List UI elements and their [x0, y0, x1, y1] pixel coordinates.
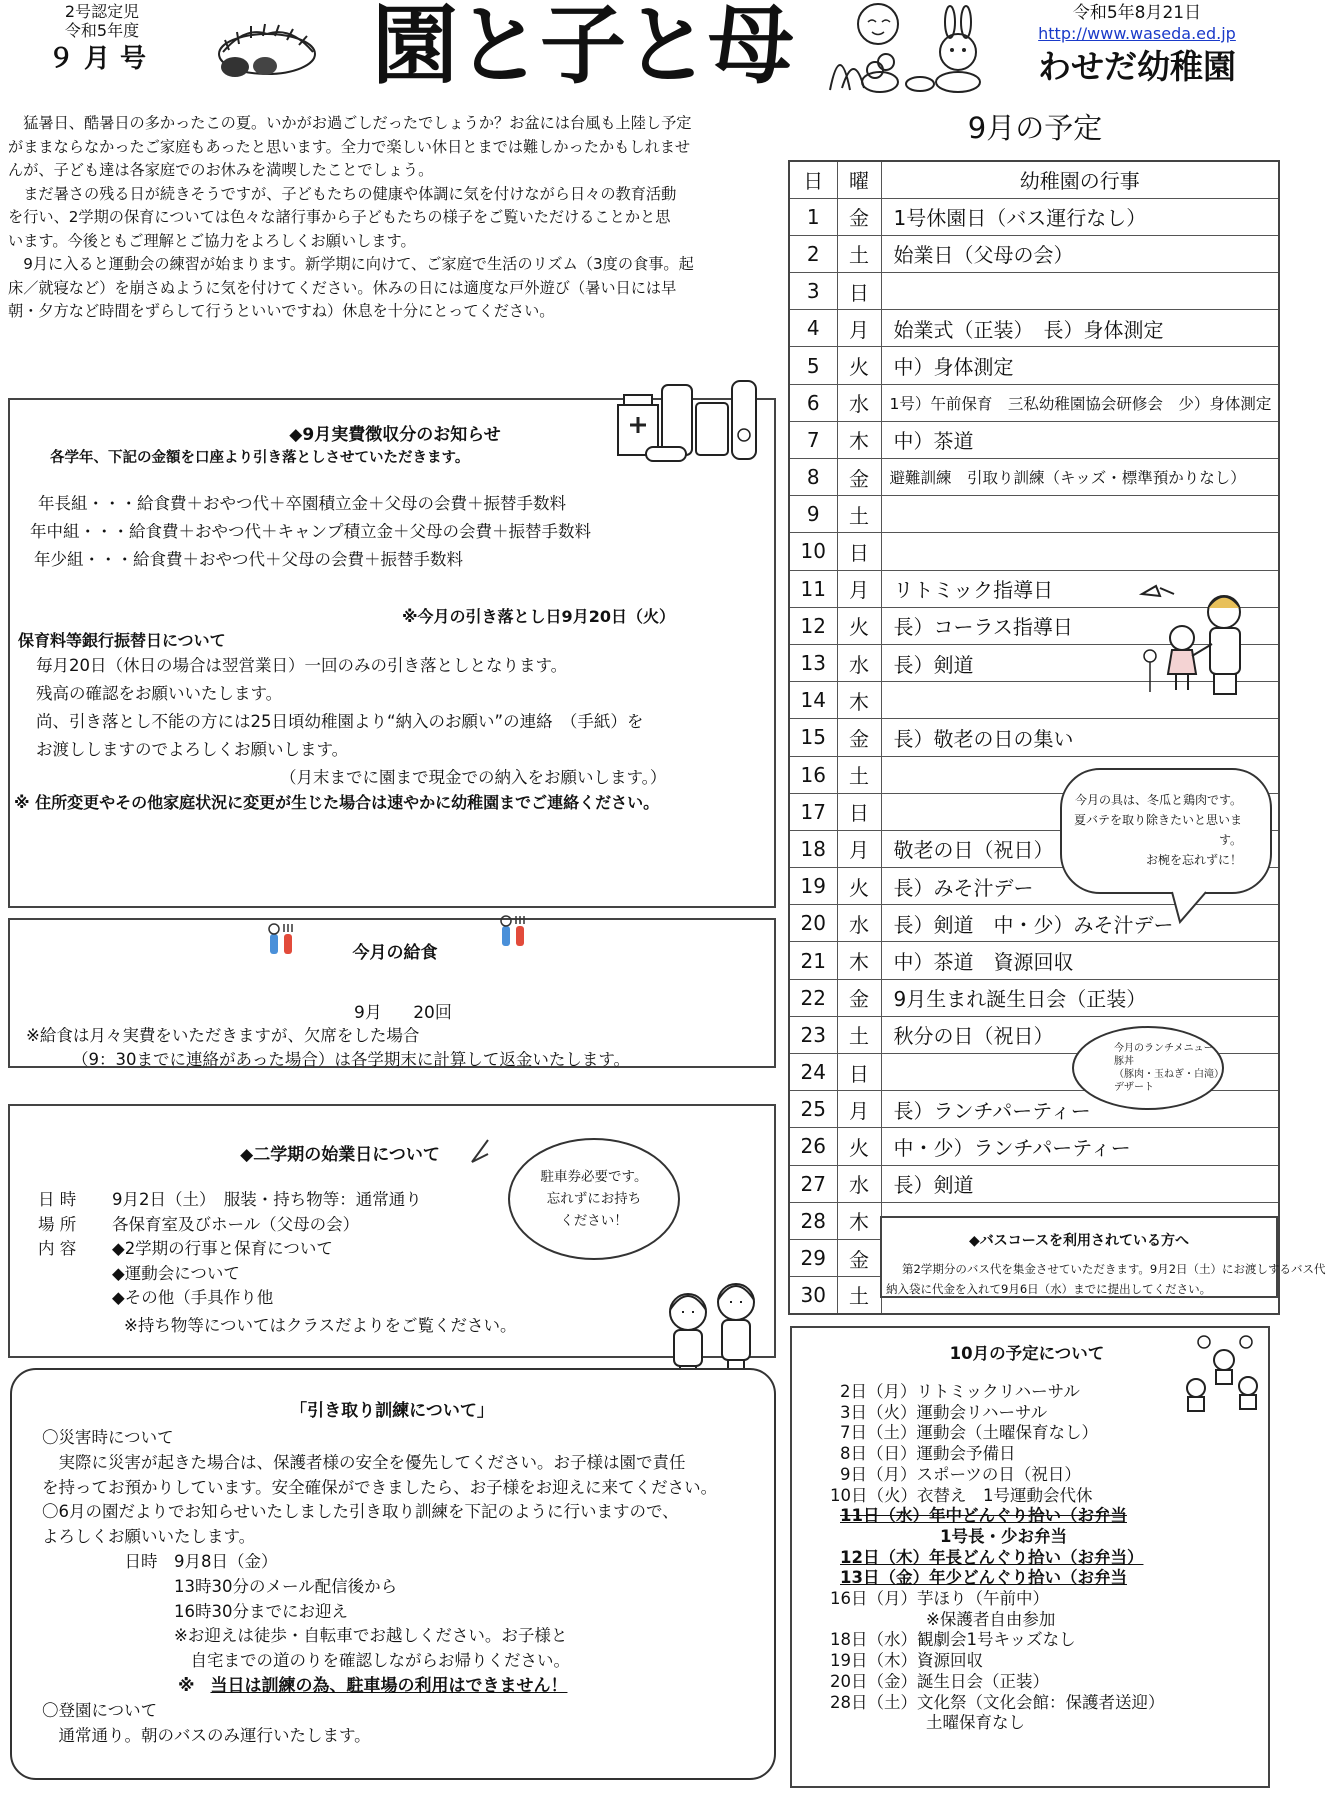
schedule-row: [789, 1091, 1279, 1128]
schedule-day: 4: [789, 310, 837, 347]
schedule-weekday: 水: [837, 905, 881, 942]
schedule-row: [789, 979, 1279, 1016]
schedule-day: 17: [789, 793, 837, 830]
october-item: 10日（火）衣替え 1号運動会代休: [830, 1485, 1093, 1505]
schedule-weekday: 水: [837, 1165, 881, 1202]
sports-day-children-illustration: [1176, 1336, 1268, 1418]
bubble-line: 豚丼: [1114, 1056, 1134, 1067]
term-row-value: ◆2学期の行事と保育について: [112, 1239, 333, 1258]
bank-transfer-title: 保育料等銀行振替日について: [18, 631, 226, 650]
bus-notice-title: ◆バスコースを利用されている方へ: [968, 1233, 1190, 1249]
schedule-event: [881, 496, 1279, 533]
schedule-event: 始業日（父母の会）: [881, 235, 1279, 272]
newsletter-masthead: 園と子と母: [372, 0, 792, 96]
term-title: ◆二学期の始業日について: [240, 1145, 440, 1165]
header-right: [1002, 2, 1272, 90]
schedule-event: 中）茶道: [881, 421, 1279, 458]
schedule-day: 19: [789, 868, 837, 905]
schedule-day: 14: [789, 682, 837, 719]
moon-rabbit-illustration: [820, 0, 990, 95]
schedule-day: 30: [789, 1277, 837, 1314]
october-list: [830, 1382, 1165, 1734]
schedule-day: 25: [789, 1091, 837, 1128]
schedule-day: 5: [789, 347, 837, 384]
schedule-day: 9: [789, 496, 837, 533]
bubble-tail: [470, 1136, 490, 1166]
issue-date: 令和5年8月21日: [1072, 3, 1202, 23]
address-change-notice: ※ 住所変更やその他家庭状況に変更が生じた場合は速やかに幼稚園までご連絡ください。: [14, 793, 660, 812]
cert-label: 2号認定児: [64, 2, 140, 21]
schedule-row: [789, 273, 1279, 310]
fiscal-year: 令和5年度: [64, 21, 140, 40]
term-row-value: ◆運動会について: [112, 1263, 240, 1283]
october-item: 19日（木）資源回収: [830, 1651, 983, 1671]
october-item: 8日（日）運動会予備日: [840, 1444, 1016, 1464]
lunch-title: 今月の給食: [352, 943, 438, 963]
schedule-day: 20: [789, 905, 837, 942]
warning-text: 当日は訓練の為、駐車場の利用はできません！: [210, 1675, 568, 1696]
schedule-row: [789, 347, 1279, 384]
schedule-weekday: 月: [837, 310, 881, 347]
term-row-value: 9月2日（土） 服装・持ち物等：通常通り: [112, 1190, 422, 1209]
intro-line: 床／就寝など）を崩さぬように気を付けてください。休みの日には適度な戸外遊び（暑い日には早: [8, 278, 677, 297]
schedule-row: [789, 533, 1279, 570]
parking-warning: [42, 1674, 717, 1699]
schedule-row: [789, 235, 1279, 272]
spoon-fork-icon: [264, 922, 298, 958]
schedule-weekday: 火: [837, 347, 881, 384]
october-item: ※保護者自由参加: [926, 1609, 1056, 1629]
bubble-tail: [1170, 888, 1210, 924]
drill-line: ※お迎えは徒歩・自転車でお越しください。お子様と: [42, 1626, 568, 1646]
schedule-weekday: 土: [837, 756, 881, 793]
schedule-weekday: 日: [837, 533, 881, 570]
schedule-day: 24: [789, 1054, 837, 1091]
schedule-event: 始業式（正装） 長）身体測定: [881, 310, 1279, 347]
withdraw-date: ※今月の引き落とし日9月20日（火）: [402, 607, 675, 626]
schedule-header-row: [789, 161, 1279, 198]
lunch-count: [354, 998, 452, 1023]
term-row-label: 場 所: [38, 1214, 77, 1234]
schedule-weekday: 金: [837, 719, 881, 756]
drill-line: 〇災害時について: [42, 1428, 174, 1447]
chestnut-illustration: [205, 22, 325, 82]
october-item: 16日（月）芋ほり（午前中）: [830, 1589, 1049, 1609]
term-row-label: [38, 1286, 112, 1311]
intro-line: 朝・夕方など時間をずらして行うといいですね）休息を十分にとってください。: [8, 302, 555, 320]
pickup-drill-box: [10, 1368, 776, 1780]
bus-notice-box: [880, 1216, 1326, 1298]
october-item: 7日（土）運動会（土曜保育なし）: [840, 1423, 1098, 1443]
term-row: [38, 1262, 422, 1287]
schedule-weekday: 木: [837, 421, 881, 458]
drill-line: 通常通り。朝のバスのみ運行いたします。: [42, 1725, 371, 1745]
schedule-weekday: 金: [837, 459, 881, 496]
schedule-event: 長）みそ汁デー: [881, 868, 1279, 905]
schedule-event: 避難訓練 引取り訓練（キッズ・標準預かりなし）: [881, 459, 1279, 496]
schedule-row: [789, 496, 1279, 533]
term-rows: [38, 1188, 422, 1311]
schedule-row: [789, 384, 1279, 421]
schedule-weekday: 木: [837, 1202, 881, 1239]
october-item: 20日（金）誕生日会（正装）: [830, 1671, 1049, 1691]
schedule-event: 長）剣道 中・少）みそ汁デー: [881, 905, 1279, 942]
schedule-day: 23: [789, 1016, 837, 1053]
fees-notice-box: [8, 398, 776, 908]
schedule-event: リトミック指導日: [881, 570, 1279, 607]
schedule-day: 10: [789, 533, 837, 570]
drill-line: 自宅までの道のりを確認しながらお帰りください。: [42, 1651, 570, 1671]
bubble-line: デザート: [1114, 1082, 1154, 1093]
schedule-event: 敬老の日（祝日）: [881, 830, 1279, 867]
schedule-row: [789, 1128, 1279, 1165]
october-item: 13日（金）年少どんぐり拾い（お弁当: [840, 1568, 1127, 1588]
september-schedule-table: [788, 160, 1326, 1315]
lunch-note-2: （9：30までに連絡があった場合）は各学期末に計算して返金いたします。: [72, 1050, 631, 1069]
bank-transfer-lines: [36, 652, 666, 792]
october-item: 土曜保育なし: [926, 1713, 1025, 1733]
october-item: 9日（月）スポーツの日（祝日）: [840, 1464, 1081, 1484]
fee-line-junior: 年少組・・・給食費＋おやつ代＋父母の会費＋振替手数料: [34, 550, 463, 569]
october-item: 3日（火）運動会リハーサル: [840, 1402, 1048, 1422]
schedule-event: [881, 533, 1279, 570]
schedule-event: [881, 273, 1279, 310]
schedule-event: 中）身体測定: [881, 347, 1279, 384]
drill-line: 〇登園について: [42, 1700, 158, 1720]
bank-line: 尚、引き落とし不能の方には25日頃幼稚園より“納入のお願い”の連絡 （手紙）を: [36, 712, 644, 731]
term-row: [38, 1188, 422, 1213]
schedule-weekday: 土: [837, 1277, 881, 1314]
schedule-day: 27: [789, 1165, 837, 1202]
schedule-day: 18: [789, 830, 837, 867]
october-item: 1号長・少お弁当: [940, 1526, 1067, 1546]
bubble-line: 今月のランチメニュー: [1114, 1043, 1214, 1054]
schedule-day: 12: [789, 607, 837, 644]
bubble-line: ください！: [560, 1213, 628, 1229]
intro-line: がままならなかったご家庭もあったと思います。全力で楽しい休日とまでは難しかったかもしれませ: [8, 137, 691, 156]
schedule-weekday: 火: [837, 607, 881, 644]
header-event: 幼稚園の行事: [881, 161, 1279, 198]
schedule-weekday: 木: [837, 682, 881, 719]
schedule-event: 中）茶道 資源回収: [881, 942, 1279, 979]
intro-line: んが、子ども達は各家庭でのお休みを満喫したことでしょう。: [8, 161, 434, 179]
schedule-event: 長）剣道: [881, 644, 1279, 681]
schedule-event: 1号）午前保育 三私幼稚園協会研修会 少）身体測定: [881, 384, 1279, 421]
fee-line-middle: 年中組・・・給食費＋おやつ代＋キャンプ積立金＋父母の会費＋振替手数料: [30, 522, 591, 541]
schedule-weekday: 土: [837, 496, 881, 533]
schedule-weekday: 水: [837, 644, 881, 681]
schedule-row: [789, 719, 1279, 756]
schedule-day: 13: [789, 644, 837, 681]
october-item: 12日（木）年長どんぐり拾い（お弁当）: [840, 1547, 1144, 1567]
schedule-event: 中・少）ランチパーティー: [881, 1128, 1279, 1165]
schedule-day: 21: [789, 942, 837, 979]
issue-label: ９月号: [48, 44, 157, 74]
fees-lines: [30, 490, 591, 574]
website-link[interactable]: http://www.waseda.ed.jp: [1038, 24, 1236, 43]
schedule-day: 8: [789, 459, 837, 496]
drill-lines: [42, 1426, 717, 1748]
schedule-row: [789, 1165, 1279, 1202]
parking-ticket-bubble: [508, 1138, 680, 1260]
schedule-day: 2: [789, 235, 837, 272]
bubble-line: 今月の具は、冬瓜と鶏肉です。: [1074, 793, 1242, 807]
intro-line: を行い、2学期の保育については色々な諸行事から子どもたちの様子をご覧いただけることかと思: [8, 208, 671, 226]
term-row: [38, 1286, 422, 1311]
drill-line: 実際に災害が起きた場合は、保護者様の安全を優先してください。お子様は園で責任: [42, 1452, 686, 1472]
intro-line: います。今後ともご理解とご協力をよろしくお願いします。: [8, 231, 416, 250]
schedule-day: 6: [789, 384, 837, 421]
schedule-event: 秋分の日（祝日）: [881, 1016, 1279, 1053]
october-item: 11日（水）年中どんぐり拾い（お弁当: [840, 1506, 1127, 1526]
bubble-line: （豚肉・玉ねぎ・白滝）: [1114, 1069, 1224, 1080]
bank-line: 残高の確認をお願いいたします。: [36, 684, 283, 703]
header-day: 日: [789, 161, 837, 198]
term-row: [38, 1213, 422, 1238]
header-weekday: 曜: [837, 161, 881, 198]
lunch-menu-bubble: [1072, 1026, 1224, 1110]
october-title: 10月の予定について: [949, 1344, 1105, 1363]
october-item: 18日（水）観劇会1号キッズなし: [830, 1630, 1076, 1650]
schedule-weekday: 日: [837, 273, 881, 310]
walking-children-illustration: [1138, 580, 1278, 700]
lunch-count-value: 20回: [413, 1003, 452, 1023]
schedule-day: 3: [789, 273, 837, 310]
schedule-weekday: 土: [837, 1016, 881, 1053]
drill-line: 日時 9月8日（金）: [42, 1551, 278, 1571]
bank-line: （月末までに園まで現金での納入をお願いします。）: [280, 768, 667, 787]
warning-mark: ※: [178, 1675, 195, 1696]
schedule-day: 29: [789, 1239, 837, 1276]
schedule-weekday: 水: [837, 384, 881, 421]
schedule-event: 長）敬老の日の集い: [881, 719, 1279, 756]
schedule-day: 16: [789, 756, 837, 793]
fees-title: ◆9月実費徴収分のお知らせ: [289, 425, 501, 445]
schedule-row: [789, 310, 1279, 347]
schedule-row: [789, 421, 1279, 458]
schedule-day: 7: [789, 421, 837, 458]
schedule-weekday: 火: [837, 868, 881, 905]
drill-title: 「引き取り訓練について」: [290, 1401, 494, 1421]
bottles-bags-illustration: [616, 375, 766, 465]
term-row-label: [38, 1262, 112, 1287]
lunch-count-month: 9月: [354, 1003, 382, 1023]
bus-notice-line: 納入袋に代金を入れて9月6日（水）までに提出してください。: [886, 1282, 1212, 1296]
spoon-fork-icon: [496, 914, 530, 950]
schedule-weekday: 日: [837, 1054, 881, 1091]
schedule-day: 15: [789, 719, 837, 756]
bank-line: 毎月20日（休日の場合は翌営業日）一回のみの引き落としとなります。: [36, 656, 568, 675]
schedule-row: [789, 942, 1279, 979]
drill-line: 13時30分のメール配信後から: [42, 1576, 398, 1596]
schedule-day: 11: [789, 570, 837, 607]
schedule-event: 長）剣道: [881, 1165, 1279, 1202]
schedule-weekday: 金: [837, 1239, 881, 1276]
bubble-line: 駐車券必要です。: [540, 1169, 648, 1185]
lunch-box: [8, 918, 776, 1068]
drill-line: 16時30分までにお迎え: [42, 1601, 348, 1621]
lunch-note-1: ※給食は月々実費をいただきますが、欠席をした場合: [26, 1026, 420, 1045]
bubble-line: お椀を忘れずに！: [1145, 853, 1242, 867]
schedule-day: 26: [789, 1128, 837, 1165]
bubble-line: 夏バテを取り除きたいと思います。: [1073, 813, 1242, 847]
schedule-weekday: 土: [837, 235, 881, 272]
kindergarten-name: わせだ幼稚園: [1038, 47, 1236, 86]
schedule-event: 長）コーラス指導日: [881, 607, 1279, 644]
header-left: [48, 2, 156, 78]
schedule-weekday: 月: [837, 830, 881, 867]
term-row: [38, 1237, 422, 1262]
intro-line: 猛暑日、酷暑日の多かったこの夏。いかがお過ごしだったでしょうか？お盆には台風も上陸し予定: [8, 114, 692, 132]
schedule-weekday: 火: [837, 1128, 881, 1165]
drill-line: を持ってお預かりしています。安全確保ができましたら、お子様をお迎えに来てください。: [42, 1477, 718, 1497]
schedule-row: [789, 198, 1279, 235]
bank-line: お渡ししますのでよろしくお願いします。: [36, 740, 349, 759]
bus-notice-line: 第2学期分のバス代を集金させていただきます。9月2日（土）にお渡しするバス代: [902, 1262, 1326, 1276]
schedule-event: 1号休園日（バス運行なし）: [881, 198, 1279, 235]
intro-line: まだ暑さの残る日が続きそうですが、子どもたちの健康や体調に気を付けながら日々の教育活動: [8, 184, 677, 203]
october-item: 28日（土）文化祭（文化会館：保護者送迎）: [830, 1692, 1165, 1712]
term-row-value: 各保育室及びホール（父母の会）: [112, 1214, 360, 1234]
schedule-day: 1: [789, 198, 837, 235]
schedule-weekday: 日: [837, 793, 881, 830]
term-row-label: 内 容: [38, 1239, 77, 1258]
schedule-weekday: 月: [837, 1091, 881, 1128]
drill-line: よろしくお願いいたします。: [42, 1527, 256, 1547]
fee-line-senior: 年長組・・・給食費＋おやつ代＋卒園積立金＋父母の会費＋振替手数料: [38, 494, 566, 513]
schedule-day: 28: [789, 1202, 837, 1239]
schedule-weekday: 月: [837, 570, 881, 607]
bubble-line: 忘れずにお持ち: [546, 1191, 642, 1207]
schedule-title: 9月の予定: [967, 111, 1103, 145]
schedule-weekday: 木: [837, 942, 881, 979]
schedule-weekday: 金: [837, 979, 881, 1016]
term-row-value: ◆その他（手具作り他: [112, 1288, 274, 1307]
schedule-day: 22: [789, 979, 837, 1016]
term-row-label: 日 時: [38, 1190, 77, 1209]
drill-line: 〇6月の園だよりでお知らせいたしました引き取り訓練を下記のように行いますので、: [42, 1502, 679, 1522]
schedule-row: [789, 459, 1279, 496]
schedule-weekday: 金: [837, 198, 881, 235]
intro-line: 9月に入ると運動会の練習が始まります。新学期に向けて、ご家庭で生活のリズム（3度の食事。起: [8, 255, 694, 273]
schedule-event: 長）ランチパーティー: [881, 1091, 1279, 1128]
term-note: ※持ち物等についてはクラスだよりをご覧ください。: [124, 1316, 517, 1335]
intro-text: [8, 112, 768, 324]
schedule-event: 9月生まれ誕生日会（正装）: [881, 979, 1279, 1016]
october-item: 2日（月）リトミックリハーサル: [840, 1382, 1080, 1401]
fees-subtitle: 各学年、下記の金額を口座より引き落としさせていただきます。: [50, 450, 470, 466]
miso-soup-bubble: [1060, 768, 1272, 894]
